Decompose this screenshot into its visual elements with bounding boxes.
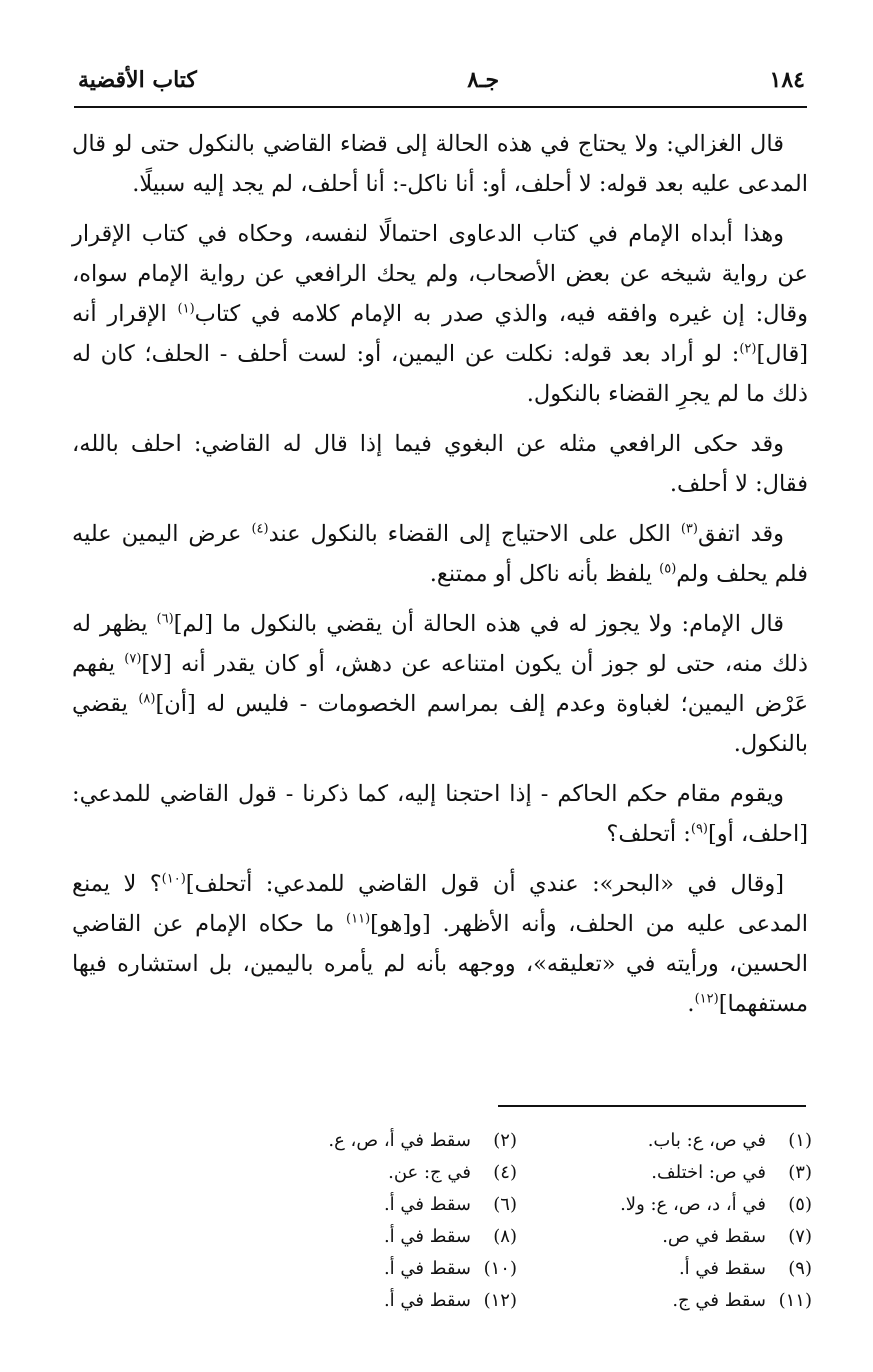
text-run: يلفظ بأنه ناكل أو ممتنع. <box>429 561 660 587</box>
footnote-number: (٧) <box>788 1225 812 1247</box>
paragraph <box>72 214 808 414</box>
page-number: ١٨٤ <box>769 67 805 93</box>
footnote-text: في ص: اختلف. <box>651 1161 766 1183</box>
paragraph <box>72 514 808 594</box>
footnote-marker[interactable]: (٧) <box>124 651 142 667</box>
text-run: : لو أراد بعد قوله: نكلت عن اليمين، أو: لست أحلف - الحلف؛ كان له ذلك ما لم يجرِ القضاء بالنكول. <box>72 341 808 407</box>
footnote-text: سقط في أ. <box>383 1289 471 1311</box>
footnote-marker[interactable]: (٩) <box>690 821 708 837</box>
footnote-item <box>252 1284 517 1316</box>
footnote-marker[interactable]: (٢) <box>739 341 757 357</box>
footnote-text: سقط في ج. <box>672 1289 766 1311</box>
text-run: قال الغزالي: ولا يحتاج في هذه الحالة إلى قضاء القاضي بالنكول حتى لو قال المدعى عليه بعد قوله: لا أحلف، أو: أنا ناكل-: أنا أحلف، لم يجد إليه سبيلًا. <box>72 131 808 197</box>
book-title: كتاب الأقضية <box>78 67 197 93</box>
text-run: يقضي بالنكول. <box>72 691 808 757</box>
footnote-number: (١) <box>788 1129 812 1151</box>
footnote-marker[interactable]: (١٢) <box>694 991 719 1007</box>
paragraph <box>72 124 808 204</box>
running-header <box>78 62 805 98</box>
footnote-number: (٥) <box>788 1193 812 1215</box>
text-run: ويقوم مقام حكم الحاكم - إذا احتجنا إليه، كما ذكرنا - قول القاضي للمدعي: [احلف، أو] <box>72 781 808 847</box>
text-run: ما حكاه الإمام عن القاضي الحسين، ورأيته في «تعليقه»، ووجهه بأنه لم يأمره باليمين، بل استشاره فيها مستفهما] <box>72 911 808 1017</box>
footnote-divider <box>498 1105 806 1107</box>
paragraph <box>72 604 808 764</box>
footnote-item <box>547 1252 812 1284</box>
footnote-number: (٤) <box>493 1161 517 1183</box>
text-run: [وقال في «البحر»: عندي أن قول القاضي للمدعي: أتحلف] <box>185 871 784 897</box>
footnote-number: (٩) <box>788 1257 812 1279</box>
paragraph <box>72 424 808 504</box>
text-run: الإقرار أنه [قال] <box>72 301 808 367</box>
footnote-item <box>252 1124 517 1156</box>
text-run: وهذا أبداه الإمام في كتاب الدعاوى احتمالًا لنفسه، وحكاه في كتاب الإقرار عن رواية شيخه عن بعض الأصحاب، ولم يحك الرافعي عن رواية الإمام سواه، وقال: إن غيره وافقه فيه، والذي صدر به الإمام كلامه في كتاب <box>72 221 808 327</box>
main-text <box>72 124 808 1034</box>
text-run: يفهم عَرْض اليمين؛ لغباوة وعدم إلف بمراسم الخصومات - فليس له [أن] <box>72 651 809 717</box>
footnote-number: (٦) <box>493 1193 517 1215</box>
text-run: يظهر له ذلك منه، حتى لو جوز أن يكون امتناعه عن دهش، أو كان يقدر أنه [لا] <box>72 611 808 677</box>
footnotes <box>252 1124 812 1316</box>
footnote-text: سقط في أ. <box>383 1225 471 1247</box>
header-divider <box>74 106 807 108</box>
footnote-item <box>547 1220 812 1252</box>
footnote-text: سقط في أ، ص، ع. <box>328 1129 471 1151</box>
footnote-text: في أ، د، ص، ع: ولا. <box>620 1193 766 1215</box>
footnote-text: سقط في أ. <box>678 1257 766 1279</box>
text-run: وقد اتفق <box>697 521 785 547</box>
footnote-item <box>547 1284 812 1316</box>
paragraph <box>72 774 808 854</box>
text-run: الكل على الاحتياج إلى القضاء بالنكول عند <box>268 521 681 547</box>
footnote-item <box>252 1156 517 1188</box>
footnote-marker[interactable]: (٥) <box>659 561 677 577</box>
footnote-number: (١١) <box>778 1289 812 1311</box>
text-run: عرض اليمين عليه فلم يحلف ولم <box>72 521 808 587</box>
footnote-text: سقط في ص. <box>662 1225 766 1247</box>
footnote-item <box>547 1156 812 1188</box>
footnote-text: سقط في أ. <box>383 1193 471 1215</box>
footnote-marker[interactable]: (٤) <box>251 521 269 537</box>
footnote-text: سقط في أ. <box>383 1257 471 1279</box>
footnote-item <box>252 1220 517 1252</box>
footnote-marker[interactable]: (٦) <box>156 611 174 627</box>
footnote-number: (٨) <box>493 1225 517 1247</box>
footnote-marker[interactable]: (١١) <box>346 911 371 927</box>
footnote-item <box>252 1188 517 1220</box>
footnote-number: (٣) <box>788 1161 812 1183</box>
text-run: . <box>687 991 695 1017</box>
footnote-marker[interactable]: (٣) <box>680 521 698 537</box>
footnote-marker[interactable]: (١) <box>177 301 195 317</box>
footnote-item <box>547 1124 812 1156</box>
footnote-number: (١٠) <box>483 1257 517 1279</box>
text-run: قال الإمام: ولا يجوز له في هذه الحالة أن يقضي بالنكول ما [لم] <box>173 611 784 637</box>
text-run: ؟ لا يمنع المدعى عليه من الحلف، وأنه الأظهر. [و[هو] <box>72 871 808 937</box>
text-run: وقد حكى الرافعي مثله عن البغوي فيما إذا قال له القاضي: احلف بالله، فقال: لا أحلف. <box>72 431 808 497</box>
text-run: : أتحلف؟ <box>606 821 691 847</box>
volume-label: جـ٨ <box>467 67 500 93</box>
footnote-item <box>252 1252 517 1284</box>
footnote-number: (٢) <box>493 1129 517 1151</box>
footnote-item <box>547 1188 812 1220</box>
footnote-text: في ج: عن. <box>388 1161 471 1183</box>
footnote-marker[interactable]: (٨) <box>138 691 156 707</box>
footnote-number: (١٢) <box>483 1289 517 1311</box>
footnote-text: في ص، ع: باب. <box>647 1129 766 1151</box>
paragraph <box>72 864 808 1024</box>
footnote-marker[interactable]: (١٠) <box>161 871 186 887</box>
